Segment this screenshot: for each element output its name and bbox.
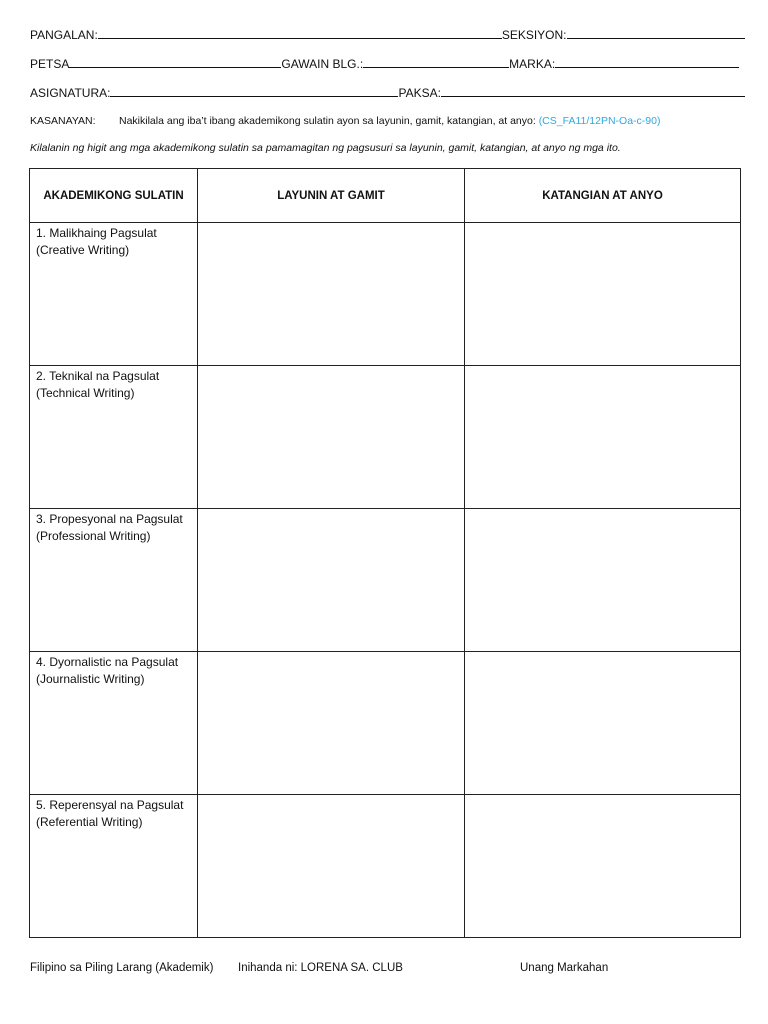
- petsa-label: PETSA: [30, 57, 70, 71]
- date-activity-row: [30, 57, 739, 71]
- skill-code: (CS_FA11/12PN-Oa-c-90): [538, 115, 661, 127]
- name-section-row: [30, 28, 745, 42]
- marka-blank[interactable]: [555, 57, 739, 68]
- katangian-answer-cell[interactable]: [465, 366, 741, 509]
- row-subtitle: (Journalistic Writing): [36, 672, 145, 686]
- pangalan-label: PANGALAN:: [30, 28, 98, 42]
- instruction-text: Kilalanin ng higit ang mga akademikong sulatin sa pamamagitan ng pagsusuri sa layunin, gamit, katangian, at anyo ng mga ito.: [30, 142, 621, 154]
- row-title: 2. Teknikal na Pagsulat: [36, 369, 160, 383]
- footer-prepared-by: Inihanda ni: LORENA SA. CLUB: [238, 962, 403, 974]
- katangian-answer-cell[interactable]: [465, 509, 741, 652]
- marka-label: MARKA:: [509, 57, 556, 71]
- row-subtitle: (Technical Writing): [36, 386, 135, 400]
- skill-text: Nakikilala ang iba’t ibang akademikong sulatin ayon sa layunin, gamit, katangian, at anyo:: [119, 115, 539, 127]
- footer-quarter: Unang Markahan: [520, 962, 609, 974]
- row-subtitle: (Creative Writing): [36, 243, 130, 257]
- header-katangian-at-anyo: KATANGIAN AT ANYO: [465, 169, 741, 223]
- subject-topic-row: [30, 86, 745, 100]
- table-row: [30, 795, 741, 938]
- gawain-blank[interactable]: [363, 57, 509, 68]
- seksiyon-blank[interactable]: [567, 28, 745, 39]
- paksa-label: PAKSA:: [398, 86, 441, 100]
- table-row: [30, 366, 741, 509]
- layunin-answer-cell[interactable]: [198, 509, 465, 652]
- layunin-answer-cell[interactable]: [198, 366, 465, 509]
- row-title: 5. Reperensyal na Pagsulat: [36, 798, 184, 812]
- header-akademikong-sulatin: AKADEMIKONG SULATIN: [30, 169, 198, 223]
- row-label-cell: [30, 509, 198, 652]
- row-subtitle: (Referential Writing): [36, 815, 143, 829]
- katangian-answer-cell[interactable]: [465, 223, 741, 366]
- row-title: 4. Dyornalistic na Pagsulat: [36, 655, 179, 669]
- paksa-blank[interactable]: [441, 86, 745, 97]
- layunin-answer-cell[interactable]: [198, 795, 465, 938]
- seksiyon-label: SEKSIYON:: [501, 28, 567, 42]
- layunin-answer-cell[interactable]: [198, 652, 465, 795]
- pangalan-blank[interactable]: [98, 28, 502, 39]
- skill-label: KASANAYAN:: [30, 115, 96, 127]
- katangian-answer-cell[interactable]: [465, 795, 741, 938]
- table-row: [30, 652, 741, 795]
- petsa-blank[interactable]: [69, 57, 281, 68]
- asignatura-blank[interactable]: [110, 86, 398, 97]
- table-row: [30, 509, 741, 652]
- analysis-table: [29, 168, 741, 938]
- row-label-cell: [30, 366, 198, 509]
- gawain-label: GAWAIN BLG.:: [281, 57, 364, 71]
- row-label-cell: [30, 795, 198, 938]
- row-label-cell: [30, 223, 198, 366]
- row-label-cell: [30, 652, 198, 795]
- row-subtitle: (Professional Writing): [36, 529, 151, 543]
- table-row: [30, 223, 741, 366]
- skill-line: [30, 115, 660, 127]
- footer-subject: Filipino sa Piling Larang (Akademik): [30, 962, 214, 974]
- table-header-row: [30, 169, 741, 223]
- asignatura-label: ASIGNATURA:: [30, 86, 111, 100]
- katangian-answer-cell[interactable]: [465, 652, 741, 795]
- header-layunin-at-gamit: LAYUNIN AT GAMIT: [198, 169, 465, 223]
- row-title: 1. Malikhaing Pagsulat: [36, 226, 157, 240]
- layunin-answer-cell[interactable]: [198, 223, 465, 366]
- row-title: 3. Propesyonal na Pagsulat: [36, 512, 183, 526]
